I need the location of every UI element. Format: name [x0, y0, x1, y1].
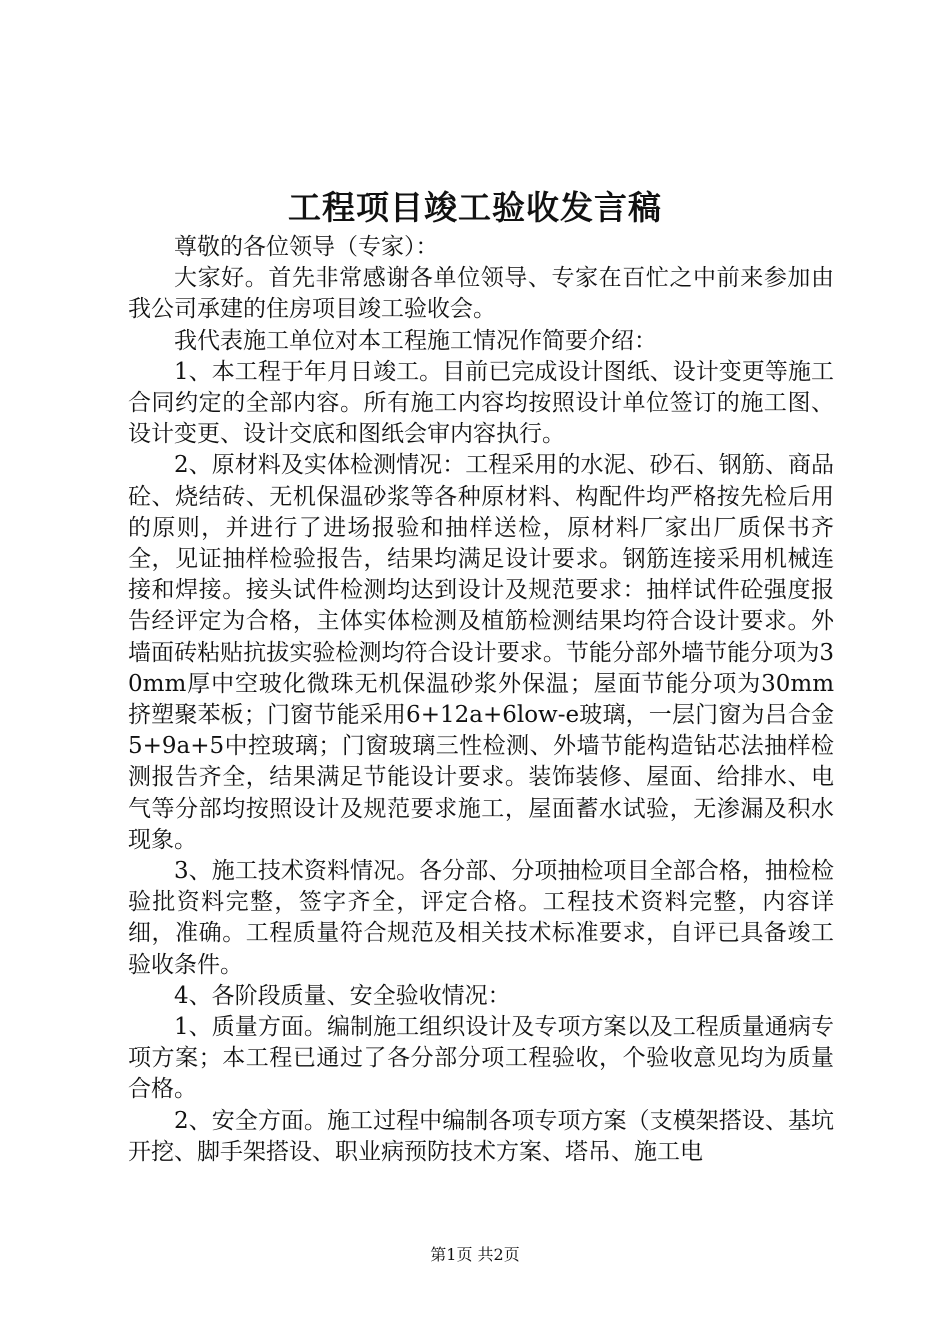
- paragraph-greeting: 大家好。首先非常感谢各单位领导、专家在百忙之中前来参加由我公司承建的住房项目竣工验收会。: [128, 265, 834, 323]
- paragraph-item-1: 1、本工程于年月日竣工。目前已完成设计图纸、设计变更等施工合同约定的全部内容。所有施工内容均按照设计单位签订的施工图、设计变更、设计交底和图纸会审内容执行。: [128, 358, 834, 448]
- paragraph-safety: 2、安全方面。施工过程中编制各项专项方案（支模架搭设、基坑开挖、脚手架搭设、职业病预防技术方案、塔吊、施工电: [128, 1107, 834, 1165]
- document-body: [128, 232, 834, 1168]
- paragraph-item-3: 3、施工技术资料情况。各分部、分项抽检项目全部合格，抽检检验批资料完整，签字齐全，评定合格。工程技术资料完整，内容详细，准确。工程质量符合规范及相关技术标准要求，自评已具备竣工验收条件。: [128, 858, 834, 978]
- paragraph-item-2: 2、原材料及实体检测情况：工程采用的水泥、砂石、钢筋、商品砼、烧结砖、无机保温砂浆等各种原材料、构配件均严格按先检后用的原则，并进行了进场报验和抽样送检，原材料厂家出厂质保书齐全，见证抽样检验报告，结果均满足设计要求。钢筋连接采用机械连接和焊接。接头试件检测均达到设计及规范要求：抽样试件砼强度报告经评定为合格，主体实体检测及植筋检测结果均符合设计要求。外墙面砖粘贴抗拔实验检测均符合设计要求。节能分部外墙节能分项为30mm厚中空玻化微珠无机保温砂浆外保温；屋面节能分项为30mm挤塑聚苯板；门窗节能采用6+12a+6low-e玻璃，一层门窗为吕合金5+9a+5中控玻璃；门窗玻璃三性检测、外墙节能构造钻芯法抽样检测报告齐全，结果满足节能设计要求。装饰装修、屋面、给排水、电气等分部均按照设计及规范要求施工，屋面蓄水试验，无渗漏及积水现象。: [128, 452, 834, 853]
- document-title: 工程项目竣工验收发言稿: [288, 188, 662, 227]
- page-number-footer: 第1页 共2页: [430, 1245, 520, 1264]
- paragraph-item-4: 4、各阶段质量、安全验收情况：: [174, 982, 511, 1009]
- paragraph-intro: 我代表施工单位对本工程施工情况作简要介绍：: [174, 327, 657, 354]
- paragraph-salutation: 尊敬的各位领导（专家）：: [174, 234, 439, 260]
- paragraph-quality: 1、质量方面。编制施工组织设计及专项方案以及工程质量通病专项方案；本工程已通过了各分部分项工程验收，个验收意见均为质量合格。: [128, 1014, 834, 1103]
